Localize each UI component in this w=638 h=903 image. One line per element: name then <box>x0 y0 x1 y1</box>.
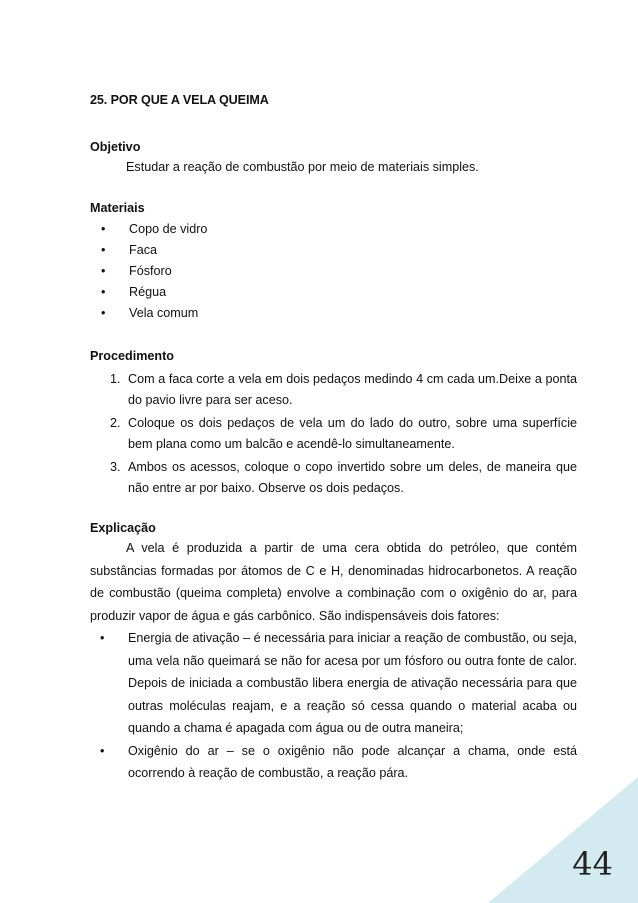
corner-decoration <box>488 777 638 903</box>
list-item: • Fósforo <box>90 261 577 282</box>
explicacao-heading: Explicação <box>90 521 156 535</box>
bullet-icon: • <box>101 243 106 257</box>
list-item: • Régua <box>90 282 577 303</box>
document-body <box>90 93 577 785</box>
procedure-step: 2. Coloque os dois pedaços de vela um do lado do outro, sobre uma superfície bem plana como um balcão e acendê-lo simultaneamente. <box>110 416 577 451</box>
materiais-heading: Materiais <box>90 201 145 215</box>
materiais-list <box>90 219 577 324</box>
objetivo-heading: Objetivo <box>90 140 141 154</box>
procedure-step: 1. Com a faca corte a vela em dois pedaços medindo 4 cm cada um.Deixe a ponta do pavio livre para ser aceso. <box>110 372 577 407</box>
list-item: • Copo de vidro <box>90 219 577 240</box>
bullet-icon: • <box>101 306 106 320</box>
procedimento-list <box>90 369 577 499</box>
explicacao-list <box>90 627 577 785</box>
list-item: • Energia de ativação – é necessária para iniciar a reação de combustão, ou seja, uma vela não queimará se não for acesa por um fósforo ou outra fonte de calor. Depois de iniciada a combustão libera energia de ativação necessária para que outras moléculas reajam, e a reação só cessa quando o material acaba ou quando a chama é apagada com água ou de outra maneira; <box>90 627 577 740</box>
bullet-icon: • <box>100 743 105 758</box>
bullet-icon: • <box>101 222 106 236</box>
bullet-icon: • <box>100 631 105 645</box>
page-number: 44 <box>572 845 613 883</box>
bullet-icon: • <box>101 264 106 278</box>
corner-triangle <box>488 777 638 903</box>
bullet-icon: • <box>101 285 106 299</box>
procedimento-heading: Procedimento <box>90 349 174 363</box>
procedure-step: 3. Ambos os acessos, coloque o copo invertido sobre um deles, de maneira que não entre ar por baixo. Observe os dois pedaços. <box>110 460 577 495</box>
objetivo-text: Estudar a reação de combustão por meio de materiais simples. <box>126 160 479 174</box>
list-item: • Faca <box>90 240 577 261</box>
explicacao-paragraph: A vela é produzida a partir de uma cera obtida do petróleo, que contém substâncias formadas por átomos de C e H, denominadas hidrocarbonetos. A reação de combustão (queima completa) envolve a combinação com o oxigênio do ar, para produzir vapor de água e gás carbônico. São indispensáveis dois fatores: <box>90 541 577 623</box>
list-item: • Vela comum <box>90 303 577 324</box>
page-title: 25. POR QUE A VELA QUEIMA <box>90 93 269 107</box>
list-item: • Oxigênio do ar – se o oxigênio não pode alcançar a chama, onde está ocorrendo à reação de combustão, a reação pára. <box>90 740 577 785</box>
